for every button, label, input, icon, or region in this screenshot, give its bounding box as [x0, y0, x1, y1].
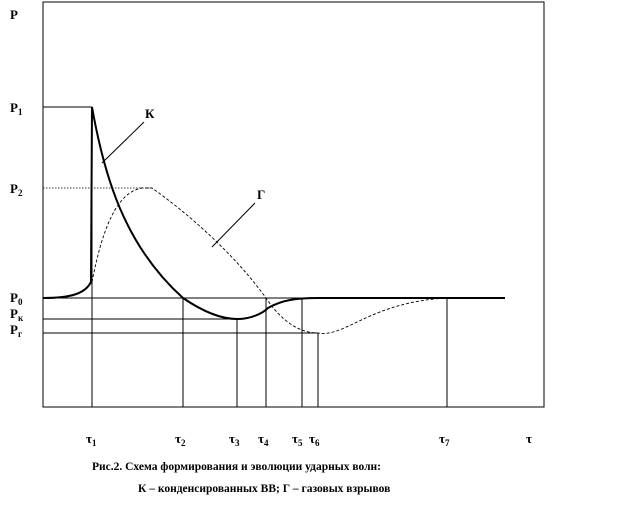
curve-g-label: Г [257, 187, 266, 202]
y-label-p2: $P_2$ [10, 181, 23, 198]
y-labels [10, 100, 24, 339]
vertical-marker-lines [92, 107, 447, 407]
x-label-tau6: $\tau_6$ [309, 431, 320, 448]
x-label-tau1: $\tau_1$ [86, 431, 97, 448]
horizontal-reference-lines [43, 107, 505, 333]
y-label-pk: $P_к$ [10, 306, 24, 323]
x-label-tau5: $\tau_5$ [292, 431, 303, 448]
x-label-tau3: $\tau_3$ [229, 431, 240, 448]
y-label-p0: $P_0$ [10, 290, 23, 307]
x-label-tau4: $\tau_4$ [258, 431, 269, 448]
figure-caption-line2: К – конденсированных ВВ; Г – газовых взрывов [138, 483, 391, 495]
curve-g-leader [212, 203, 255, 247]
x-axis-title: τ [526, 431, 532, 446]
y-label-p1: $P_1$ [10, 100, 23, 117]
curve-k-label: К [145, 106, 155, 121]
x-label-tau2: $\tau_2$ [175, 431, 186, 448]
curve-k-leader [102, 122, 144, 163]
x-labels [86, 431, 450, 448]
y-label-pg: $P_г$ [10, 322, 23, 339]
x-label-tau7: $\tau_7$ [439, 431, 450, 448]
y-axis-title: P [10, 7, 18, 22]
curve-g [92, 188, 447, 333]
curve-k [43, 107, 505, 319]
figure-caption-line1: Рис.2. Схема формирования и эволюции ударных волн: [92, 461, 381, 473]
